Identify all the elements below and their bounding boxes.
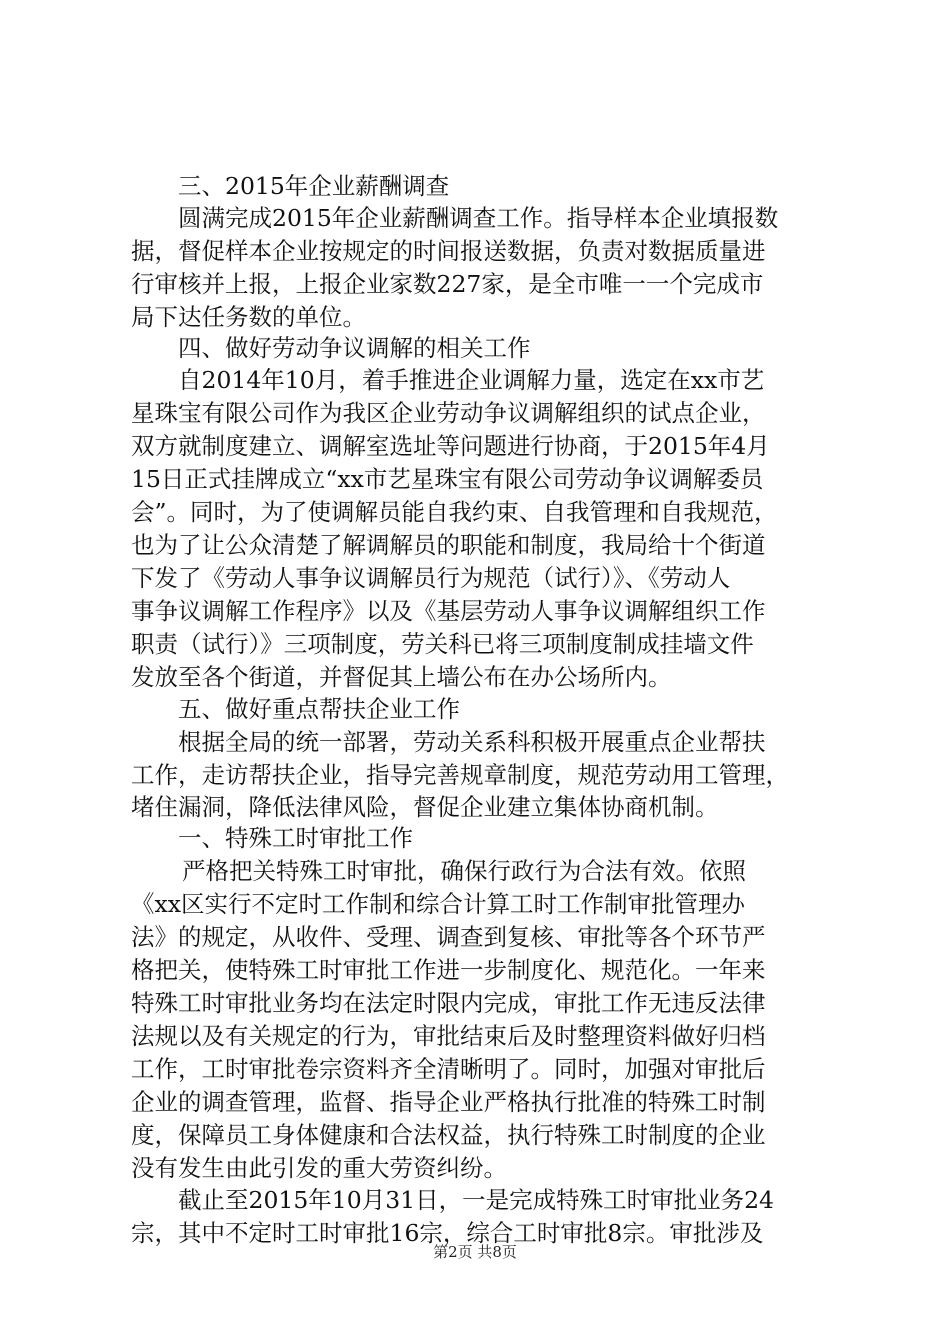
paragraph-line: 特殊工时审批业务均在法定时限内完成，审批工作无违反法律	[131, 989, 766, 1017]
section-heading-salary-survey: 三、2015年企业薪酬调查	[178, 172, 450, 200]
paragraph-line: 事争议调解工作程序》以及《基层劳动人事争议调解组织工作	[131, 597, 766, 625]
section-heading-key-enterprise-support: 五、做好重点帮扶企业工作	[178, 695, 460, 723]
paragraph-line: 双方就制度建立、调解室选址等问题进行协商，于2015年4月	[131, 432, 770, 460]
paragraph-line: 也为了让公众清楚了解调解员的职能和制度，我局给十个街道	[131, 531, 766, 559]
paragraph-line: 法规以及有关规定的行为，审批结束后及时整理资料做好归档	[131, 1022, 766, 1050]
paragraph-line: 发放至各个街道，并督促其上墙公布在办公场所内。	[131, 663, 672, 691]
paragraph-line: 工作，走访帮扶企业，指导完善规章制度，规范劳动用工管理，	[131, 761, 789, 789]
section-heading-labor-dispute: 四、做好劳动争议调解的相关工作	[178, 334, 531, 362]
paragraph-line: 根据全局的统一部署，劳动关系科积极开展重点企业帮扶	[178, 728, 766, 756]
paragraph-line: 堵住漏洞，降低法律风险，督促企业建立集体协商机制。	[131, 793, 719, 821]
paragraph-line: 没有发生由此引发的重大劳资纠纷。	[131, 1154, 507, 1182]
paragraph-line: 工作，工时审批卷宗资料齐全清晰明了。同时，加强对审批后	[131, 1055, 766, 1083]
paragraph-line: 15日正式挂牌成立“xx市艺星珠宝有限公司劳动争议调解委员	[131, 465, 764, 493]
paragraph-line: 企业的调查管理，监督、指导企业严格执行批准的特殊工时制	[131, 1088, 766, 1116]
paragraph-line: 自2014年10月，着手推进企业调解力量，选定在xx市艺	[178, 366, 765, 394]
page-number-footer: 第2页 共8页	[433, 1243, 517, 1261]
paragraph-line: 严格把关特殊工时审批，确保行政行为合法有效。依照	[182, 857, 746, 885]
paragraph-line: 宗，其中不定时工时审批16宗，综合工时审批8宗。审批涉及	[131, 1219, 764, 1247]
paragraph-line: 截止至2015年10月31日，一是完成特殊工时审批业务24	[178, 1186, 775, 1214]
paragraph-line: 星珠宝有限公司作为我区企业劳动争议调解组织的试点企业，	[131, 399, 766, 427]
paragraph-line: 据，督促样本企业按规定的时间报送数据，负责对数据质量进	[131, 237, 766, 265]
paragraph-line: 圆满完成2015年企业薪酬调查工作。指导样本企业填报数	[178, 204, 779, 232]
paragraph-line: 局下达任务数的单位。	[131, 303, 366, 331]
paragraph-line: 格把关，使特殊工时审批工作进一步制度化、规范化。一年来	[131, 956, 766, 984]
paragraph-line: 法》的规定，从收件、受理、调查到复核、审批等各个环节严	[131, 923, 766, 951]
paragraph-line: 《xx区实行不定时工作制和综合计算工时工作制审批管理办	[131, 890, 746, 918]
section-heading-special-working-hours: 一、特殊工时审批工作	[178, 824, 413, 852]
paragraph-line: 职责（试行）》三项制度，劳关科已将三项制度制成挂墙文件	[131, 630, 754, 658]
paragraph-line: 下发了《劳动人事争议调解员行为规范（试行）》、《劳动人	[131, 564, 731, 592]
paragraph-line: 度，保障员工身体健康和合法权益，执行特殊工时制度的企业	[131, 1121, 766, 1149]
paragraph-line: 会”。同时，为了使调解员能自我约束、自我管理和自我规范，	[131, 498, 778, 526]
paragraph-line: 行审核并上报，上报企业家数227家，是全市唯一一个完成市	[131, 270, 764, 298]
